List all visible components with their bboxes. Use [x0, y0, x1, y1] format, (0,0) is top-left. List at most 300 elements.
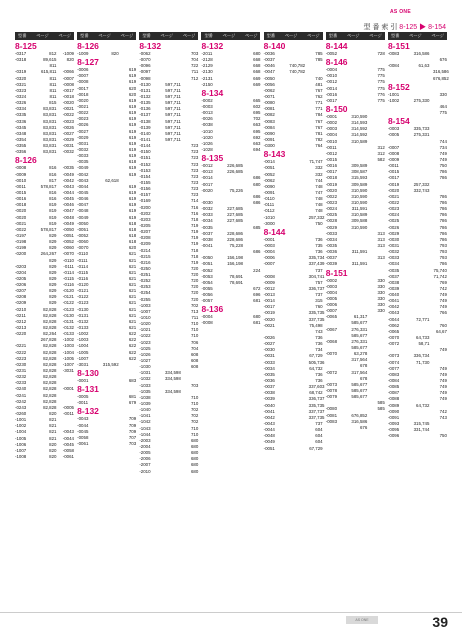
- entry-code: -1006: [15, 441, 27, 447]
- entry-page: 793: [439, 255, 447, 261]
- entry-code: -0045: [77, 189, 89, 195]
- entry-code: -0037: [263, 57, 275, 63]
- entry-code: -0012: [201, 163, 213, 169]
- entry-code: -0029: [77, 134, 89, 140]
- entry-page: -0043: [62, 183, 74, 189]
- entry-pages: 815: [49, 100, 57, 106]
- entry-code: -0052: [263, 171, 275, 177]
- entry-code: -1027: [139, 358, 151, 364]
- entry-code: -0088: [387, 396, 400, 402]
- entry-pages: [101, 441, 121, 447]
- entry-page: 618: [128, 220, 137, 226]
- entry-code: -2131: [201, 75, 213, 81]
- entry-page: 669: [253, 75, 261, 81]
- entry-code: -0209: [15, 300, 27, 306]
- entry-page: 686: [253, 193, 261, 199]
- entry-page: 749: [439, 150, 447, 156]
- entry-code: -0206: [15, 282, 27, 288]
- entry-pages: 226,685: [227, 163, 243, 169]
- entry-pages: 678: [359, 375, 368, 381]
- entry-page: 619: [128, 134, 137, 140]
- entry-pages: [225, 147, 245, 153]
- entry-page: 710: [190, 401, 199, 407]
- entry-code: -0222: [15, 349, 27, 355]
- entry-page: 749: [439, 298, 447, 304]
- entry-page: 737: [315, 292, 323, 298]
- entry-page: 618: [128, 239, 137, 245]
- entry-code: -0095: [387, 427, 400, 433]
- entry-code: -0037: [263, 384, 275, 390]
- entry-pages: 829: [49, 257, 57, 263]
- entry-code: -0070: [325, 351, 338, 357]
- entry-page: 505,736: [308, 359, 325, 365]
- entry-page: 706: [190, 339, 199, 345]
- entry-page: -0114: [63, 269, 74, 275]
- entry-code: -0014: [263, 298, 275, 304]
- entry-code: -0144: [139, 143, 151, 149]
- entry-pages: 310,590: [351, 193, 368, 199]
- entry-pages: 334,598: [164, 388, 181, 394]
- entry-page: -0061: [62, 454, 74, 459]
- entry-code: -0004: [325, 132, 338, 138]
- entry-pages: 597,711: [165, 124, 181, 130]
- entry-code: -0055: [201, 285, 213, 291]
- entry-page: 711: [191, 69, 199, 75]
- entry-page: 622: [128, 355, 137, 361]
- entry-code: -0020: [325, 187, 338, 193]
- entry-page: 723: [190, 149, 199, 155]
- entry-page: -0032: [62, 149, 74, 155]
- entry-page: 748: [315, 183, 323, 189]
- entry-code: -0008: [15, 165, 27, 171]
- entry-code: -0334: [15, 106, 27, 112]
- entry-page: 720: [190, 272, 199, 278]
- entry-page: -0021: [62, 106, 74, 112]
- entry-page: -0007: [62, 75, 74, 81]
- entry-code: -0049: [77, 214, 89, 220]
- entry-code: -0057: [201, 298, 213, 304]
- entry-code: -0036: [325, 249, 338, 255]
- index-entry: [15, 454, 74, 460]
- entry-code: -0038: [201, 236, 213, 242]
- entry-code: -0044: [387, 316, 400, 322]
- entry-code: -0356: [15, 149, 27, 155]
- entry-code: -0223: [15, 355, 27, 361]
- entry-code: -0020: [15, 208, 27, 214]
- index-column: [15, 32, 74, 607]
- group-heading: 8-136: [201, 304, 224, 315]
- entry-page: 748: [315, 196, 323, 202]
- entry-code: -1002: [387, 97, 400, 103]
- entry-code: -0207: [139, 229, 151, 235]
- entry-page: 710: [190, 431, 199, 437]
- entry-code: -0070: [139, 57, 151, 63]
- entry-page: 767: [315, 118, 323, 124]
- entry-pages: 75,228: [229, 242, 243, 248]
- column-header-code: 型番: [142, 33, 151, 38]
- entry-code: -0003: [325, 126, 338, 132]
- entry-code: -0023: [387, 206, 400, 212]
- entry-pages: 82,828: [43, 380, 57, 386]
- entry-pages: 61,63: [418, 63, 430, 69]
- entry-page: 776: [377, 91, 385, 97]
- entry-code: -1005: [15, 435, 27, 441]
- entry-pages: 63,278: [353, 351, 368, 357]
- entry-code: -1021: [139, 327, 151, 333]
- entry-pages: 821: [49, 417, 57, 423]
- entry-code: -0043: [77, 177, 89, 183]
- entry-code: -0024: [325, 206, 338, 212]
- entry-pages: 58,71: [418, 341, 430, 347]
- entry-pages: 585,677: [351, 320, 368, 326]
- entry-code: -0090: [263, 130, 275, 136]
- entry-page: 785: [315, 57, 323, 63]
- index-column: [326, 32, 385, 607]
- entry-pages: 275,330: [413, 97, 430, 103]
- entry-code: -0004: [263, 249, 275, 255]
- entry-page: 707: [128, 434, 137, 440]
- entry-pages: 314,592: [351, 132, 368, 138]
- entry-pages: 83,831: [43, 149, 57, 155]
- publisher-logo: AS ONE: [346, 616, 378, 624]
- entry-code: -0096: [387, 433, 400, 439]
- entry-code: -2010: [139, 468, 151, 474]
- entry-code: -0004: [325, 67, 338, 73]
- entry-code: -1003: [77, 337, 89, 343]
- entry-page: 712: [190, 75, 199, 81]
- entry-code: -0010: [325, 138, 338, 144]
- entry-code: -0017: [325, 169, 338, 175]
- entry-page: 313: [377, 255, 385, 261]
- entry-code: -0073: [387, 353, 400, 359]
- entry-page: 330: [377, 289, 385, 295]
- entry-code: -0240: [15, 386, 27, 392]
- entry-code: -0017: [77, 85, 89, 91]
- entry-pages: 276,331: [351, 326, 368, 332]
- entry-code: -2003: [139, 437, 151, 443]
- entry-page: 619: [128, 122, 137, 128]
- entry-pages: 78,691: [229, 273, 243, 279]
- entry-pages: 276,331: [351, 338, 368, 344]
- entry-page: 820: [66, 57, 74, 63]
- entry-pages: 309,589: [351, 163, 368, 169]
- entry-page: 620: [128, 85, 137, 91]
- entry-code: -0024: [387, 212, 400, 218]
- entry-code: -0021: [77, 103, 89, 109]
- entry-code: -0062: [139, 51, 151, 56]
- entry-page: 736: [315, 249, 323, 255]
- entry-code: -0017: [201, 181, 213, 187]
- entry-code: -0207: [15, 288, 27, 294]
- entry-code: -0036: [263, 51, 275, 56]
- entry-code: -0197: [15, 232, 27, 238]
- entry-page: 315: [315, 298, 323, 304]
- entry-pages: 829: [49, 269, 57, 275]
- entry-page: -0018: [62, 93, 74, 99]
- entry-page: 619: [128, 165, 137, 171]
- entry-pages: 227,685: [227, 212, 243, 218]
- entry-page: 736: [315, 341, 323, 347]
- entry-code: -2005: [139, 450, 151, 456]
- entry-page: -0050: [62, 226, 74, 232]
- entry-page: 619: [128, 116, 137, 122]
- entry-page: 749: [439, 347, 447, 353]
- entry-code: -0205: [15, 275, 27, 281]
- entry-page: 680: [190, 462, 199, 468]
- entry-code: -0011: [77, 400, 89, 406]
- entry-code: -0084: [387, 63, 400, 69]
- entry-page: 685: [253, 224, 261, 230]
- entry-code: -0046: [77, 196, 89, 202]
- column-header-page: ページ: [98, 33, 111, 38]
- entry-page: 769: [439, 279, 447, 285]
- entry-page: 734: [315, 347, 323, 353]
- entry-pages: [349, 51, 369, 57]
- entry-page: 75,740: [433, 267, 447, 273]
- entry-page: -0044: [62, 435, 74, 441]
- entry-code: -0006: [263, 255, 275, 261]
- entry-page: 723: [190, 155, 199, 161]
- entry-code: -0216: [139, 259, 151, 265]
- entry-pages: 334,598: [164, 370, 181, 376]
- entry-page: 720: [190, 290, 199, 296]
- index-entry: [326, 425, 385, 431]
- entry-code: -1030: [139, 364, 151, 370]
- entry-pages: [225, 82, 245, 88]
- entry-pages: 82,264: [43, 331, 57, 337]
- entry-pages: 829: [49, 300, 57, 306]
- entry-code: -0091: [263, 136, 275, 142]
- entry-code: -2011: [201, 51, 213, 56]
- entry-page: 713: [190, 308, 199, 314]
- entry-page: 621: [128, 275, 137, 281]
- section-title: [364, 22, 447, 32]
- entry-page: 748: [315, 208, 323, 214]
- entry-pages: 820: [49, 447, 57, 453]
- entry-page: 716: [190, 204, 199, 210]
- entry-page: 722: [190, 63, 199, 69]
- column-header-code: 型番: [390, 33, 400, 38]
- brand-label: AS ONE: [390, 9, 411, 15]
- entry-code: -0006: [325, 302, 338, 308]
- entry-page: 723: [190, 186, 199, 192]
- entry-pages: 257,332: [413, 181, 430, 187]
- entry-pages: 829: [49, 239, 57, 245]
- entry-pages: 331,744: [413, 427, 430, 433]
- entry-code: -0136: [139, 106, 151, 112]
- entry-code: -0090: [263, 183, 275, 189]
- entry-code: -0022: [325, 193, 338, 199]
- entry-code: -0254: [139, 290, 151, 296]
- entry-page: 619: [128, 189, 137, 195]
- entry-code: -2150: [201, 81, 213, 87]
- entry-page: 775: [377, 85, 385, 91]
- column-header: [77, 32, 136, 40]
- entry-pages: [225, 298, 245, 304]
- entry-pages: 228,686: [227, 236, 243, 242]
- entry-code: -0056: [201, 292, 213, 298]
- entry-pages: 310,589: [351, 212, 368, 218]
- entry-page: 619: [128, 183, 137, 189]
- entry-page: 672: [253, 285, 261, 291]
- entry-code: -0083: [263, 118, 275, 124]
- entry-code: -1002: [77, 331, 89, 337]
- entry-page: 335,735: [308, 402, 325, 408]
- entry-code: -1007: [77, 355, 89, 361]
- entry-code: -0004: [201, 314, 213, 320]
- entry-pages: 316,586: [413, 51, 430, 56]
- entry-code: -0073: [325, 381, 338, 387]
- entry-code: -0050: [201, 255, 213, 261]
- entry-page: 709: [128, 428, 137, 434]
- group-heading: 8-140: [263, 41, 286, 51]
- entry-code: -0047: [263, 69, 275, 75]
- entry-code: -0009: [15, 171, 27, 177]
- entry-pages: 820: [49, 454, 57, 459]
- entry-page: -0001: [62, 386, 74, 392]
- entry-code: -0093: [387, 421, 400, 427]
- entry-page: 618: [128, 232, 137, 238]
- entry-pages: [101, 400, 121, 406]
- entry-page: 332: [315, 171, 323, 177]
- entry-code: -0072: [387, 341, 400, 347]
- entry-code: -2007: [139, 462, 151, 468]
- entry-page: -0066: [62, 69, 74, 75]
- entry-page: 621: [128, 300, 137, 306]
- entry-pages: 310,590: [351, 199, 368, 205]
- entry-pages: 61,317: [353, 314, 368, 320]
- entry-code: -2128: [201, 57, 213, 63]
- entry-pages: 309,589: [351, 181, 368, 187]
- entry-page: -0123: [62, 306, 74, 312]
- entry-page: 723: [190, 173, 199, 179]
- entry-code: -1004: [77, 343, 89, 349]
- entry-page: 67,729: [309, 353, 323, 359]
- column-header-code: 型番: [80, 33, 89, 38]
- column-header: [15, 32, 74, 40]
- entry-code: -0021: [263, 322, 275, 328]
- entry-code: -0221: [15, 343, 27, 349]
- entry-code: -0070: [387, 335, 400, 341]
- entry-code: -0002: [201, 97, 213, 103]
- entry-code: -0041: [201, 242, 213, 248]
- entry-page: 786: [439, 206, 447, 212]
- entry-page: 604: [315, 427, 323, 433]
- entry-pages: 227,685: [227, 206, 243, 212]
- entry-page: -1003: [62, 343, 74, 349]
- column-header-page: ページ: [346, 33, 360, 38]
- entry-code: -0048: [263, 433, 275, 439]
- entry-code: -0082: [263, 112, 275, 118]
- entry-code: -0198: [15, 239, 27, 245]
- index-entry: [201, 320, 260, 326]
- entry-page: 749: [439, 371, 447, 377]
- entry-page: 695: [253, 128, 261, 134]
- entry-code: -1002: [15, 423, 27, 429]
- entry-pages: 811: [49, 93, 57, 99]
- entry-code: -0027: [263, 341, 275, 347]
- entry-page: 663: [253, 140, 261, 146]
- entry-page: -0011: [63, 411, 74, 417]
- entry-code: -0345: [15, 124, 27, 130]
- entry-code: -0046: [263, 63, 275, 69]
- entry-code: -0023: [77, 116, 89, 122]
- entry-code: -0047: [77, 202, 89, 208]
- entry-code: -0021: [15, 220, 27, 226]
- entry-page: 680: [190, 456, 199, 462]
- entry-page: 619: [128, 110, 137, 116]
- entry-code: -0025: [387, 218, 400, 224]
- entry-pages: 829: [49, 245, 57, 251]
- entry-page: -0005: [62, 404, 74, 410]
- entry-page: 714: [190, 198, 199, 204]
- entry-page: 760: [315, 304, 323, 310]
- entry-code: -0020: [263, 316, 275, 322]
- entry-code: -0062: [263, 87, 275, 93]
- entry-page: 744: [315, 177, 323, 183]
- entry-page: -0027: [62, 130, 74, 136]
- group-heading: 8-130: [77, 368, 99, 379]
- entry-code: -1022: [139, 333, 151, 339]
- entry-code: -0050: [263, 75, 275, 81]
- entry-page: 704: [190, 345, 199, 351]
- entry-page: -0122: [62, 300, 74, 306]
- entry-code: -0025: [325, 212, 338, 218]
- entry-page: 767: [315, 87, 323, 93]
- entry-code: -0200: [15, 251, 27, 257]
- top-bar: [0, 0, 462, 18]
- entry-page: 679: [128, 400, 137, 406]
- entry-code: -0324: [15, 93, 27, 99]
- entry-code: -0008: [201, 320, 213, 326]
- entry-page: 743: [315, 328, 323, 334]
- entry-page: -0017: [62, 87, 74, 93]
- entry-page: -0044: [62, 189, 74, 195]
- entry-code: -0016: [325, 91, 338, 97]
- entry-page: 694: [253, 146, 261, 152]
- entry-page: 736: [315, 236, 323, 242]
- entry-code: -0043: [263, 421, 275, 427]
- entry-pages: 83,831: [43, 124, 57, 130]
- entry-pages: 75,226: [229, 187, 243, 193]
- entry-pages: [349, 98, 369, 104]
- entry-code: -0154: [139, 173, 151, 179]
- entry-code: -0250: [139, 265, 151, 271]
- entry-code: -0016: [15, 196, 27, 202]
- entry-code: -0123: [77, 300, 89, 306]
- entry-page: 669: [253, 81, 261, 87]
- entry-page: 702: [190, 413, 199, 419]
- entry-page: -0042: [62, 177, 74, 183]
- entry-code: -0115: [77, 269, 89, 275]
- entry-page: 313: [377, 242, 385, 248]
- entry-code: -0078: [325, 388, 338, 394]
- entry-code: -0013: [263, 292, 275, 298]
- entry-page: 663: [253, 122, 261, 128]
- entry-code: -0042: [387, 304, 400, 310]
- entry-pages: 597,711: [165, 93, 181, 99]
- entry-code: -0048: [77, 208, 89, 214]
- entry-page: -1004: [62, 349, 74, 355]
- entry-page: -0131: [62, 318, 74, 324]
- entry-page: 676: [439, 57, 447, 63]
- entry-page: 719: [190, 229, 199, 235]
- entry-code: -0008: [387, 150, 400, 156]
- entry-page: 619: [128, 153, 137, 159]
- entry-code: -0031: [387, 242, 400, 248]
- entry-code: -0014: [263, 159, 275, 165]
- entry-page: 775: [377, 73, 385, 79]
